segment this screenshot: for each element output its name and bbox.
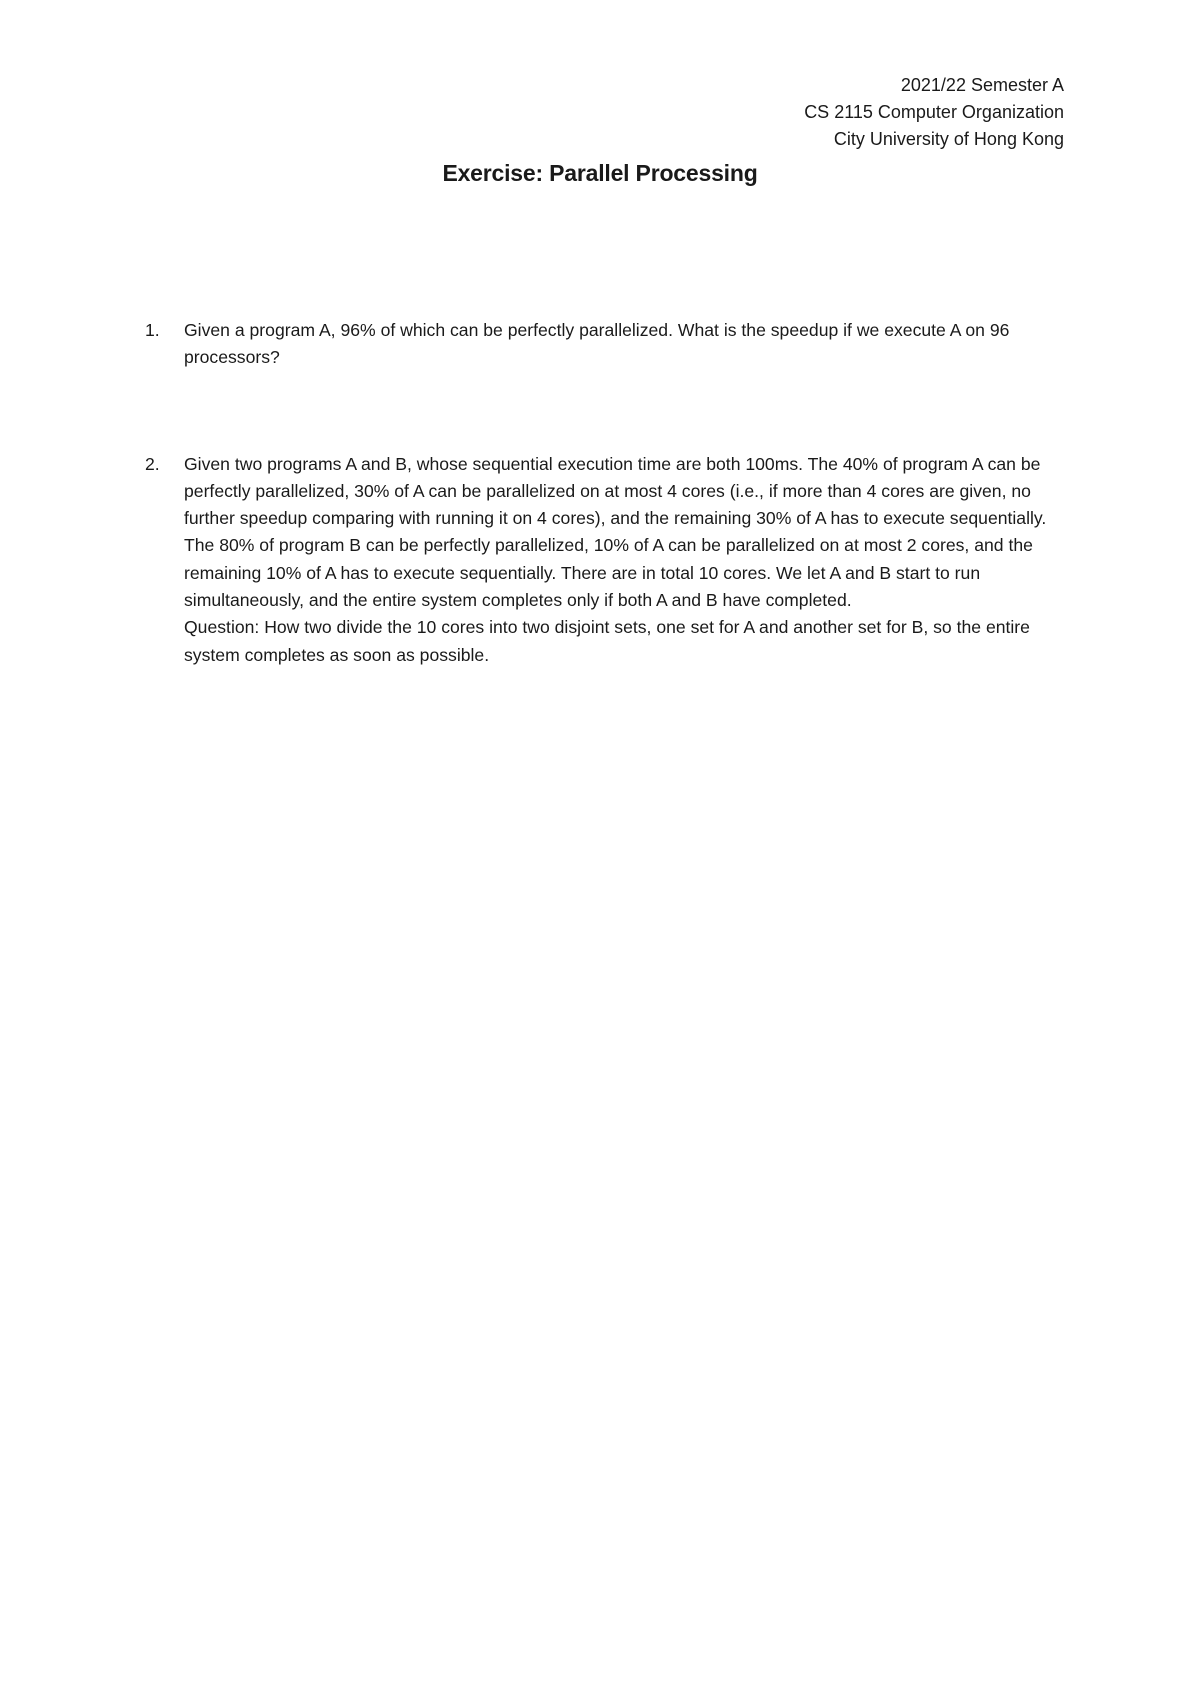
question-text xyxy=(184,451,1075,669)
question-number: 1. xyxy=(145,320,160,340)
question-paragraph: Question: How two divide the 10 cores into two disjoint sets, one set for A and another set for B, so the entire system completes as soon as possible. xyxy=(184,617,1030,665)
question-number: 2. xyxy=(145,453,160,474)
question-2 xyxy=(145,451,1075,669)
question-paragraph: Given two programs A and B, whose sequential execution time are both 100ms. The 40% of program A can be perfectly parallelized, 30% of A can be parallelized on at most 4 cores (i.e., if more than 4 cores are given, no further speedup comparing with running it on 4 cores), and the remaining 30% of A has to execute sequentially. The 80% of program B can be perfectly parallelized, 10% of A can be parallelized on at most 2 cores, and the remaining 10% of A has to execute sequentially. There are in total 10 cores. We let A and B start to run simultaneously, and the entire system completes only if both A and B have completed. xyxy=(184,453,1047,611)
university-line: City University of Hong Kong xyxy=(833,129,1064,149)
course-line: CS 2115 Computer Organization xyxy=(804,102,1064,122)
question-paragraph: Given a program A, 96% of which can be perfectly parallelized. What is the speedup if we execute A on 96 processors? xyxy=(184,320,1010,368)
course-header xyxy=(804,72,1064,153)
question-1 xyxy=(145,317,1075,372)
semester-line: 2021/22 Semester A xyxy=(900,75,1064,95)
question-list xyxy=(145,317,1075,669)
page-title: Exercise: Parallel Processing xyxy=(442,160,758,186)
question-text xyxy=(184,317,1075,372)
